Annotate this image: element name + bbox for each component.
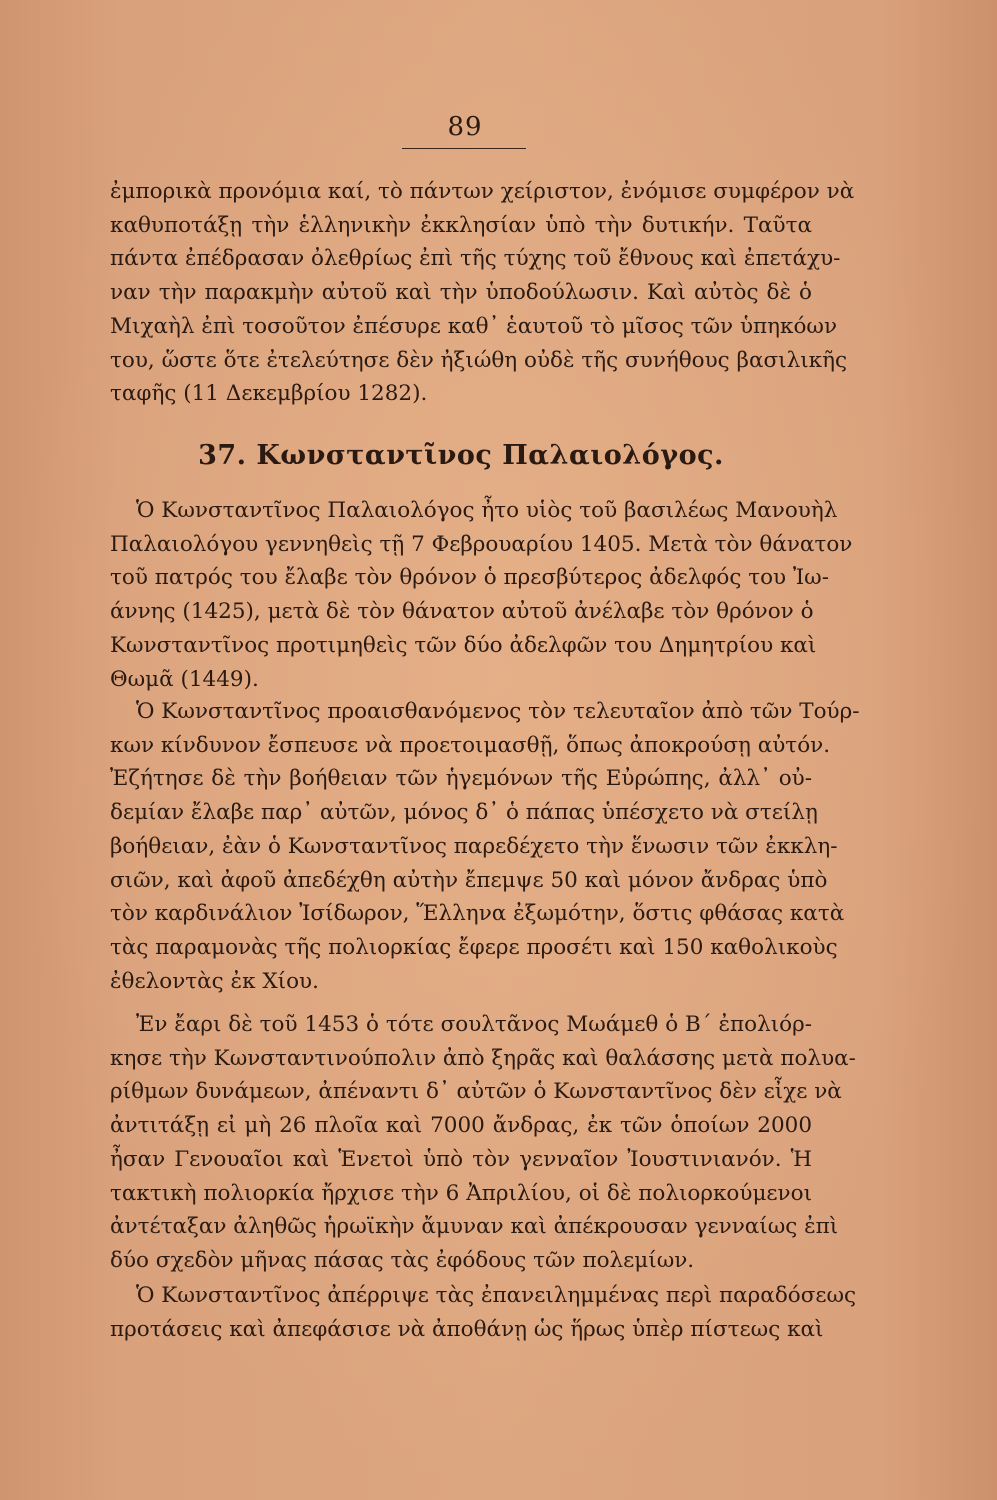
text-line: προτάσεις καὶ ἀπεφάσισε νὰ ἀποθάνῃ ὡς ἥρως ὑπὲρ πίστεως καὶ <box>110 1316 824 1342</box>
page-number: 89 <box>447 112 483 142</box>
text-line: Ἐν ἔαρι δὲ τοῦ 1453 ὁ τότε σουλτᾶνος Μωάμεθ ὁ Β΄ ἐπολιόρ- <box>136 1012 812 1037</box>
text-line: ἦσαν Γενουαῖοι καὶ Ἑνετοὶ ὑπὸ τὸν γενναῖον Ἰουστινιανόν. Ἡ <box>110 1146 812 1172</box>
text-line: Κωνσταντῖνος προτιμηθεὶς τῶν δύο ἀδελφῶν του Δημητρίου καὶ <box>110 632 817 658</box>
text-line: τοῦ πατρός του ἔλαβε τὸν θρόνον ὁ πρεσβύτερος ἀδελφός του Ἰω- <box>110 565 829 591</box>
text-line: κων κίνδυνον ἔσπευσε νὰ προετοιμασθῇ, ὅπως ἀποκρούσῃ αὐτόν. <box>110 732 831 758</box>
text-line: Μιχαὴλ ἐπὶ τοσοῦτον ἐπέσυρε καθ᾽ ἑαυτοῦ τὸ μῖσος τῶν ὑπηκόων <box>110 313 838 339</box>
text-line: τὸν καρδινάλιον Ἰσίδωρον, Ἕλληνα ἐξωμότην, ὅστις φθάσας κατὰ <box>110 901 845 927</box>
text-line: τακτικὴ πολιορκία ἤρχισε τὴν 6 Ἀπριλίου, οἱ δὲ πολιορκούμενοι <box>110 1180 812 1206</box>
text-line: ἀντιτάξῃ εἰ μὴ 26 πλοῖα καὶ 7000 ἄνδρας, ἐκ τῶν ὁποίων 2000 <box>110 1113 812 1139</box>
text-line: καθυποτάξῃ τὴν ἑλληνικὴν ἐκκλησίαν ὑπὸ τὴν δυτικήν. Ταῦτα <box>110 212 812 238</box>
text-line: ναν τὴν παρακμὴν αὐτοῦ καὶ τὴν ὑποδούλωσιν. Καὶ αὐτὸς δὲ ὁ <box>110 280 812 306</box>
header-rule <box>402 148 526 149</box>
text-line: κησε τὴν Κωνσταντινούπολιν ἀπὸ ξηρᾶς καὶ θαλάσσης μετὰ πολυα- <box>110 1045 856 1071</box>
paragraph-3 <box>110 695 860 998</box>
text-line: Ὁ Κωνσταντῖνος ἀπέρριψε τὰς ἐπανειλημμένας περὶ παραδόσεως <box>136 1283 857 1308</box>
text-line: Ἐζήτησε δὲ τὴν βοήθειαν τῶν ἡγεμόνων τῆς Εὐρώπης, ἀλλ᾽ οὐ- <box>110 766 812 792</box>
text-line: Παλαιολόγου γεννηθεὶς τῇ 7 Φεβρουαρίου 1405. Μετὰ τὸν θάνατον <box>110 531 853 557</box>
text-line: Ὁ Κωνσταντῖνος Παλαιολόγος ἦτο υἱὸς τοῦ βασιλέως Μανουὴλ <box>136 498 838 523</box>
text-line: άννης (1425), μετὰ δὲ τὸν θάνατον αὐτοῦ ἀνέλαβε τὸν θρόνον ὁ <box>110 599 814 625</box>
paragraph-1 <box>110 175 855 411</box>
text-line: ἀντέταξαν ἀληθῶς ἡρωϊκὴν ἄμυναν καὶ ἀπέκρουσαν γενναίως ἐπὶ <box>110 1214 839 1240</box>
text-line: τὰς παραμονὰς τῆς πολιορκίας ἔφερε προσέτι καὶ 150 καθολικοὺς <box>110 934 838 960</box>
text-line: βοήθειαν, ἐὰν ὁ Κωνσταντῖνος παρεδέχετο τὴν ἕνωσιν τῶν ἐκκλη- <box>110 833 838 859</box>
text-line: Θωμᾶ (1449). <box>110 666 259 692</box>
paragraph-4 <box>110 1008 856 1278</box>
text-line: ρίθμων δυνάμεων, ἀπέναντι δ᾽ αὐτῶν ὁ Κωνσταντῖνος δὲν εἶχε νὰ <box>110 1079 842 1105</box>
text-line: του, ὥστε ὅτε ἐτελεύτησε δὲν ἠξιώθη οὐδὲ τῆς συνήθους βασιλικῆς <box>110 347 848 373</box>
text-line: ἐμπορικὰ προνόμια καί, τὸ πάντων χείριστον, ἐνόμισε συμφέρον νὰ <box>110 179 855 204</box>
text-line: δύο σχεδὸν μῆνας πάσας τὰς ἐφόδους τῶν πολεμίων. <box>110 1247 695 1273</box>
section-heading: 37. Κωνσταντῖνος Παλαιολόγος. <box>198 440 724 471</box>
text-line: δεμίαν ἔλαβε παρ᾽ αὐτῶν, μόνος δ᾽ ὁ πάπας ὑπέσχετο νὰ στείλῃ <box>110 800 818 826</box>
text-line: ἐθελοντὰς ἐκ Χίου. <box>110 968 319 994</box>
text-line: ταφῆς (11 Δεκεμβρίου 1282). <box>110 381 428 407</box>
text-line: Ὁ Κωνσταντῖνος προαισθανόμενος τὸν τελευταῖον ἀπὸ τῶν Τούρ- <box>136 699 860 724</box>
paragraph-2 <box>110 494 853 696</box>
text-line: σιῶν, καὶ ἀφοῦ ἀπεδέχθη αὐτὴν ἔπεμψε 50 καὶ μόνον ἄνδρας ὑπὸ <box>110 867 828 893</box>
paragraph-5 <box>110 1279 857 1346</box>
text-line: πάντα ἐπέδρασαν ὀλεθρίως ἐπὶ τῆς τύχης τοῦ ἔθνους καὶ ἐπετάχυ- <box>110 246 841 272</box>
